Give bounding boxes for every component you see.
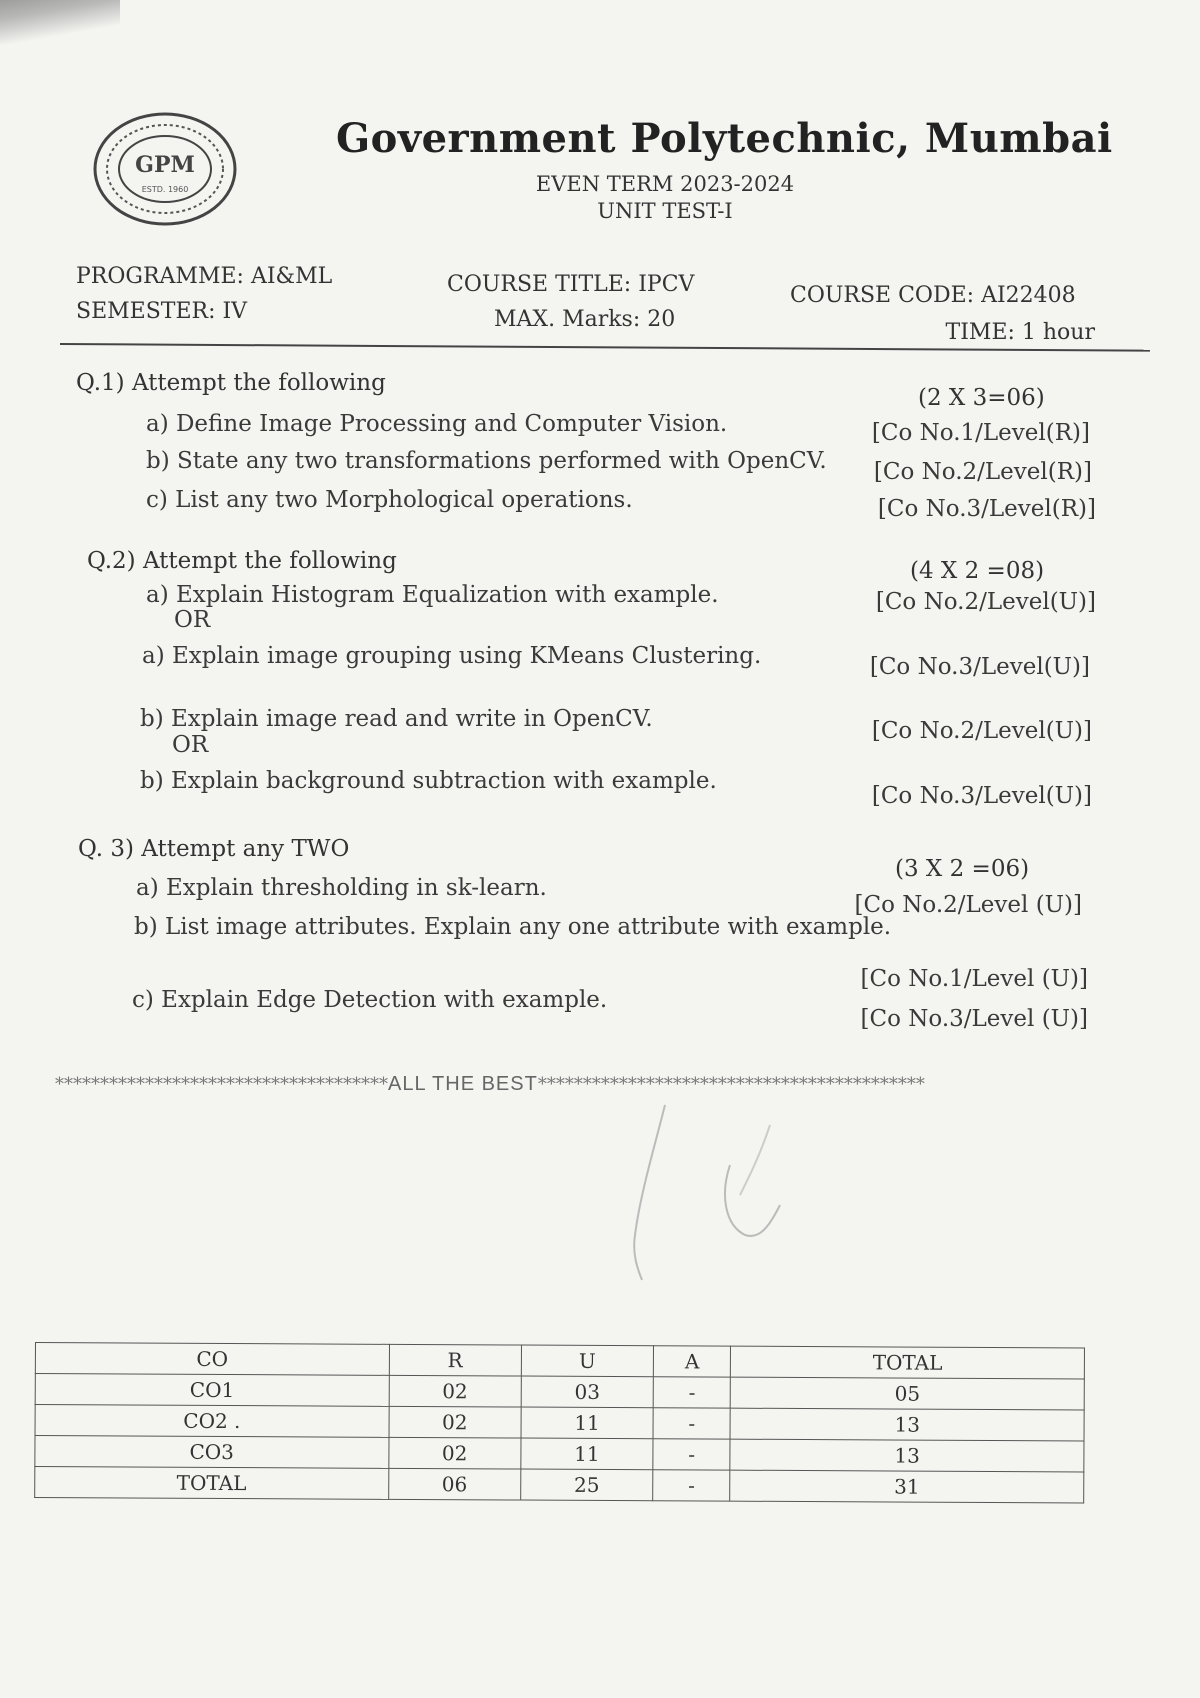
q1-item-b-co: [Co No.2/Level(R)] bbox=[873, 459, 1092, 485]
q1-item-a-co: [Co No.1/Level(R)] bbox=[871, 420, 1090, 446]
term-label: EVEN TERM 2023-2024 bbox=[535, 172, 795, 196]
table-cell: 31 bbox=[730, 1470, 1084, 1503]
scan-edge-shadow bbox=[0, 0, 120, 45]
q3-item-c: c) Explain Edge Detection with example. bbox=[132, 987, 608, 1013]
q2-or-2: OR bbox=[172, 732, 209, 758]
q3-item-b-co: [Co No.1/Level (U)] bbox=[860, 966, 1088, 992]
q2-item-a1-co: [Co No.2/Level(U)] bbox=[875, 589, 1096, 615]
q2-item-b1: b) Explain image read and write in OpenCV. bbox=[140, 706, 653, 732]
stars-right: ******************************************* bbox=[537, 1074, 925, 1095]
table-cell: - bbox=[653, 1408, 730, 1439]
svg-text:ESTD. 1960: ESTD. 1960 bbox=[141, 185, 189, 194]
table-cell: 11 bbox=[521, 1438, 653, 1470]
q3-item-a: a) Explain thresholding in sk-learn. bbox=[136, 875, 547, 901]
table-cell: CO1 bbox=[35, 1374, 389, 1407]
q2-marks: (4 X 2 =08) bbox=[910, 558, 1045, 584]
table-cell: 02 bbox=[388, 1437, 520, 1469]
q2-item-a2-co: [Co No.3/Level(U)] bbox=[869, 654, 1090, 680]
table-header-cell: R bbox=[389, 1344, 521, 1376]
q1-item-b: b) State any two transformations performed with OpenCV. bbox=[146, 448, 827, 474]
table-header-cell: A bbox=[653, 1346, 730, 1377]
q1-marks: (2 X 3=06) bbox=[918, 385, 1045, 411]
table-cell: - bbox=[653, 1377, 730, 1408]
table-cell: 11 bbox=[521, 1407, 653, 1439]
table-header-cell: U bbox=[521, 1345, 653, 1377]
q1-item-c: c) List any two Morphological operations. bbox=[146, 487, 633, 513]
q1-heading: Q.1) Attempt the following bbox=[76, 370, 386, 396]
table-header-cell: TOTAL bbox=[731, 1346, 1085, 1379]
q3-item-b: b) List image attributes. Explain any one attribute with example. bbox=[134, 914, 892, 940]
signature-mark bbox=[610, 1085, 840, 1285]
svg-text:GPM: GPM bbox=[135, 152, 195, 178]
table-row bbox=[35, 1467, 1084, 1503]
table-cell: 06 bbox=[388, 1468, 520, 1500]
table-cell: - bbox=[653, 1470, 730, 1501]
table-cell: 25 bbox=[521, 1469, 653, 1501]
q1-item-a: a) Define Image Processing and Computer Vision. bbox=[146, 411, 728, 437]
q2-item-b2: b) Explain background subtraction with example. bbox=[140, 768, 717, 794]
q3-item-a-co: [Co No.2/Level (U)] bbox=[854, 892, 1082, 918]
table-cell: CO3 bbox=[35, 1436, 389, 1469]
table-cell: TOTAL bbox=[35, 1467, 389, 1500]
institution-title: Government Polytechnic, Mumbai bbox=[336, 115, 1113, 162]
q2-item-b2-co: [Co No.3/Level(U)] bbox=[871, 783, 1092, 809]
q3-item-c-co: [Co No.3/Level (U)] bbox=[860, 1006, 1088, 1032]
programme-label: PROGRAMME: AI&ML bbox=[76, 264, 333, 289]
q2-or-1: OR bbox=[174, 607, 211, 633]
table-cell: 02 bbox=[389, 1375, 521, 1407]
q2-item-a2: a) Explain image grouping using KMeans Clustering. bbox=[142, 643, 762, 669]
table-header-cell: CO bbox=[35, 1343, 389, 1376]
table-cell: - bbox=[653, 1439, 730, 1470]
all-the-best-line bbox=[55, 1073, 1085, 1096]
table-cell: 05 bbox=[731, 1377, 1085, 1410]
semester-label: SEMESTER: IV bbox=[76, 299, 248, 324]
q3-heading: Q. 3) Attempt any TWO bbox=[78, 836, 350, 862]
q1-item-c-co: [Co No.3/Level(R)] bbox=[877, 496, 1096, 522]
stars-left: ************************************* bbox=[55, 1074, 388, 1095]
table-cell: CO2 . bbox=[35, 1405, 389, 1438]
q3-marks: (3 X 2 =06) bbox=[895, 856, 1030, 882]
table-cell: 02 bbox=[389, 1406, 521, 1438]
all-the-best: ALL THE BEST bbox=[388, 1073, 538, 1095]
table-cell: 13 bbox=[730, 1439, 1084, 1472]
table-cell: 03 bbox=[521, 1376, 653, 1408]
test-label: UNIT TEST-I bbox=[597, 199, 733, 223]
co-marks-table bbox=[34, 1342, 1085, 1503]
table-cell: 13 bbox=[730, 1408, 1084, 1441]
time-label: TIME: 1 hour bbox=[945, 320, 1095, 345]
q2-item-a1: a) Explain Histogram Equalization with example. bbox=[146, 582, 719, 608]
q2-heading: Q.2) Attempt the following bbox=[87, 548, 397, 574]
max-marks-label: MAX. Marks: 20 bbox=[494, 307, 676, 332]
q2-item-b1-co: [Co No.2/Level(U)] bbox=[871, 718, 1092, 744]
course-code-label: COURSE CODE: AI22408 bbox=[790, 283, 1076, 308]
course-title-label: COURSE TITLE: IPCV bbox=[447, 272, 695, 297]
